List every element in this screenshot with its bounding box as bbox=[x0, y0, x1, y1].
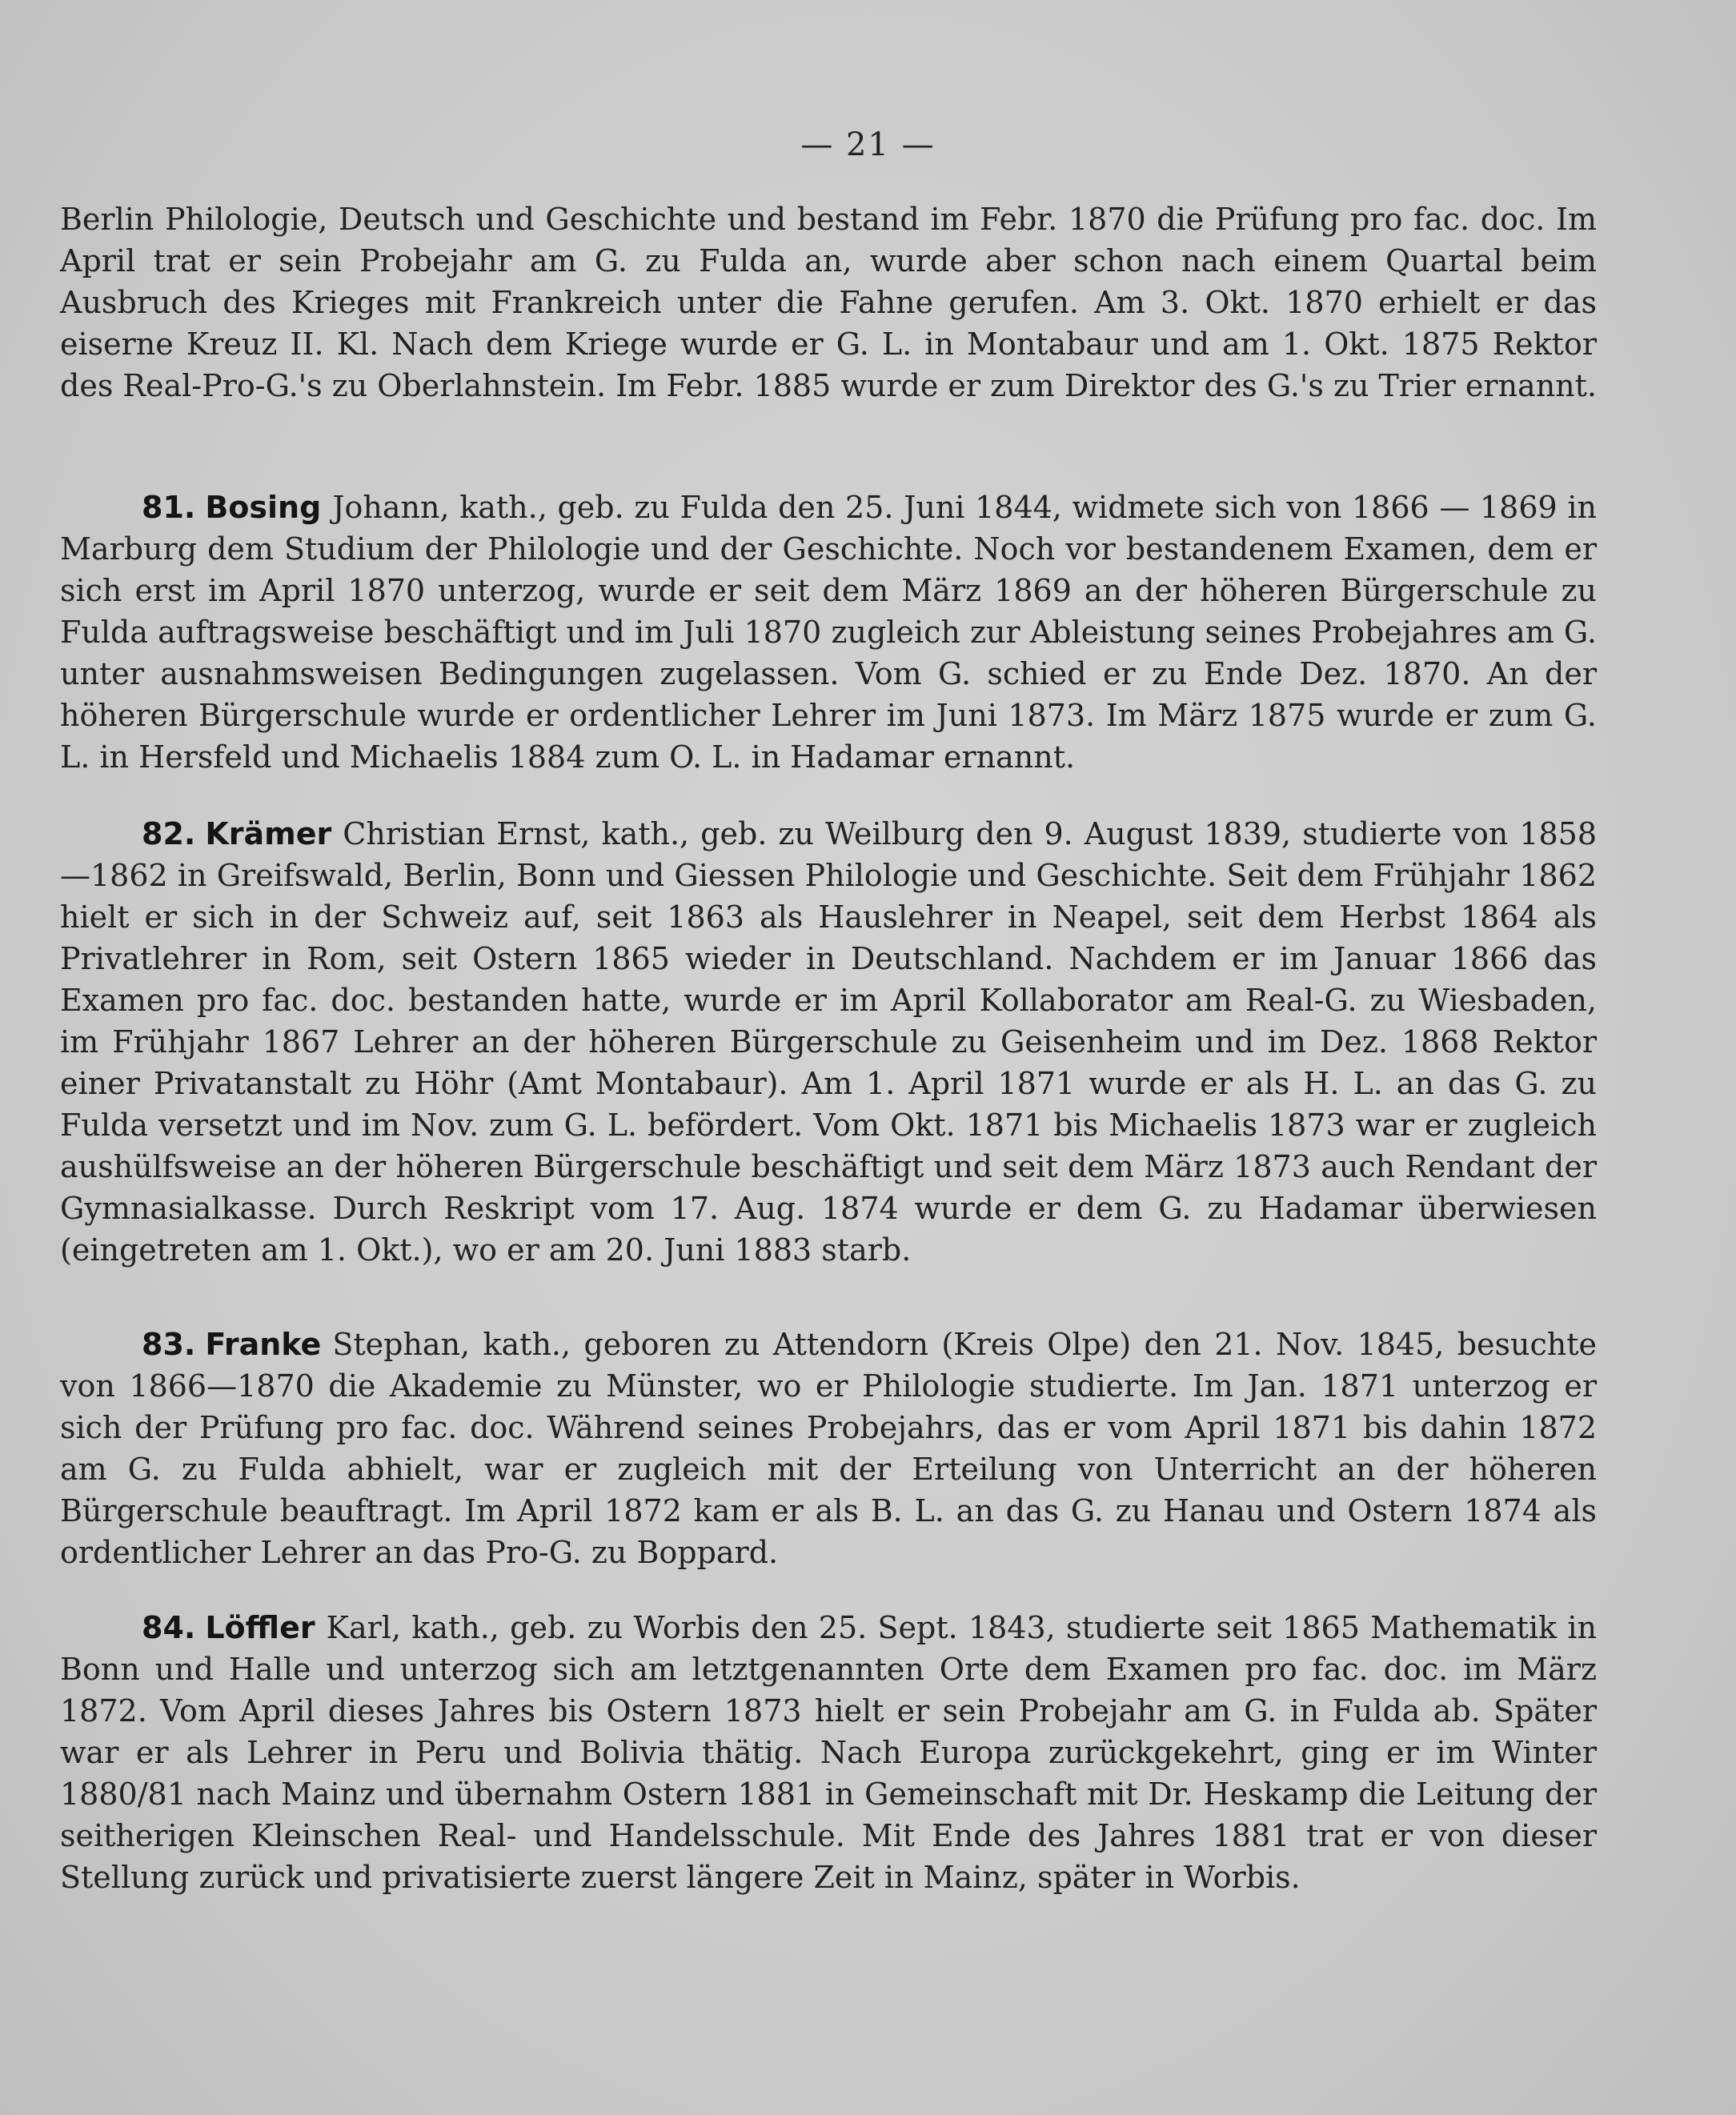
biography-entry-81 bbox=[60, 487, 1597, 778]
biography-entry-84 bbox=[60, 1607, 1597, 1898]
entry-number: 83. bbox=[142, 1327, 196, 1362]
entry-number: 81. bbox=[142, 490, 196, 525]
entry-paragraph bbox=[60, 1607, 1597, 1898]
biography-entry-82 bbox=[60, 813, 1597, 1271]
entry-text: Stephan, kath., geboren zu Attendorn (Kreis Olpe) den 21. Nov. 1845, besuchte von 1866—1870 die Akademie zu Münster, wo er Philologie studierte. Im Jan. 1871 unterzog er sich der Prüfung pro fac. doc. Während seines Probejahrs, das er vom April 1871 bis dahin 1872 am G. zu Fulda abhielt, war er zugleich mit der Erteilung von Unterricht an der höheren Bürgerschule beauftragt. Im April 1872 kam er als B. L. an das G. zu Hanau und Ostern 1874 als ordentlicher Lehrer an das Pro-G. zu Boppard. bbox=[60, 1327, 1597, 1570]
entry-surname: Krämer bbox=[205, 816, 332, 851]
page-number: — 21 — bbox=[800, 126, 936, 163]
entry-number: 84. bbox=[142, 1610, 196, 1645]
entry-number: 82. bbox=[142, 816, 196, 851]
entry-surname: Bosing bbox=[205, 490, 322, 525]
entry-text: Christian Ernst, kath., geb. zu Weilburg den 9. August 1839, studierte von 1858—1862 in Greifswald, Berlin, Bonn und Giessen Philologie und Geschichte. Seit dem Frühjahr 1862 hielt er sich in der Schweiz auf, seit 1863 als Hauslehrer in Neapel, seit dem Herbst 1864 als Privatlehrer in Rom, seit Ostern 1865 wieder in Deutschland. Nachdem er im Januar 1866 das Examen pro fac. doc. bestanden hatte, wurde er im April Kollaborator am Real-G. zu Wiesbaden, im Frühjahr 1867 Lehrer an der höheren Bürgerschule zu Geisenheim und im Dez. 1868 Rektor einer Privatanstalt zu Höhr (Amt Montabaur). Am 1. April 1871 wurde er als H. L. an das G. zu Fulda versetzt und im Nov. zum G. L. befördert. Vom Okt. 1871 bis Michaelis 1873 war er zugleich aushülfsweise an der höheren Bürgerschule beschäftigt und seit dem März 1873 auch Rendant der Gymnasialkasse. Durch Reskript vom 17. Aug. 1874 wurde er dem G. zu Hadamar überwiesen (eingetreten am 1. Okt.), wo er am 20. Juni 1883 starb. bbox=[60, 816, 1597, 1268]
biography-entry-83 bbox=[60, 1324, 1597, 1573]
entry-paragraph bbox=[60, 1324, 1597, 1573]
entry-surname: Franke bbox=[205, 1327, 322, 1362]
entry-paragraph bbox=[60, 487, 1597, 778]
entry-paragraph bbox=[60, 813, 1597, 1271]
entry-surname: Löffler bbox=[205, 1610, 315, 1645]
intro-paragraph bbox=[60, 198, 1597, 407]
entry-text: Johann, kath., geb. zu Fulda den 25. Juni 1844, widmete sich von 1866 — 1869 in Marburg dem Studium der Philologie und der Geschichte. Noch vor bestandenem Examen, dem er sich erst im April 1870 unterzog, wurde er seit dem März 1869 an der höheren Bürgerschule zu Fulda auftragsweise beschäftigt und im Juli 1870 zugleich zur Ableistung seines Probejahres am G. unter ausnahmsweisen Bedingungen zugelassen. Vom G. schied er zu Ende Dez. 1870. An der höheren Bürgerschule wurde er ordentlicher Lehrer im Juni 1873. Im März 1875 wurde er zum G. L. in Hersfeld und Michaelis 1884 zum O. L. in Hadamar ernannt. bbox=[60, 490, 1597, 775]
entry-text: Karl, kath., geb. zu Worbis den 25. Sept. 1843, studierte seit 1865 Mathematik in Bonn und Halle und unterzog sich am letztgenannten Orte dem Examen pro fac. doc. im März 1872. Vom April dieses Jahres bis Ostern 1873 hielt er sein Probejahr am G. in Fulda ab. Später war er als Lehrer in Peru und Bolivia thätig. Nach Europa zurückgekehrt, ging er im Winter 1880/81 nach Mainz und übernahm Ostern 1881 in Gemeinschaft mit Dr. Heskamp die Leitung der seitherigen Kleinschen Real- und Handelsschule. Mit Ende des Jahres 1881 trat er von dieser Stellung zurück und privatisierte zuerst längere Zeit in Mainz, später in Worbis. bbox=[60, 1610, 1597, 1895]
intro-text: Berlin Philologie, Deutsch und Geschichte und bestand im Febr. 1870 die Prüfung pro fac. doc. Im April trat er sein Probejahr am G. zu Fulda an, wurde aber schon nach einem Quartal beim Ausbruch des Krieges mit Frankreich unter die Fahne gerufen. Am 3. Okt. 1870 erhielt er das eiserne Kreuz II. Kl. Nach dem Kriege wurde er G. L. in Montabaur und am 1. Okt. 1875 Rektor des Real-Pro-G.'s zu Oberlahnstein. Im Febr. 1885 wurde er zum Direktor des G.'s zu Trier ernannt. bbox=[60, 202, 1598, 403]
